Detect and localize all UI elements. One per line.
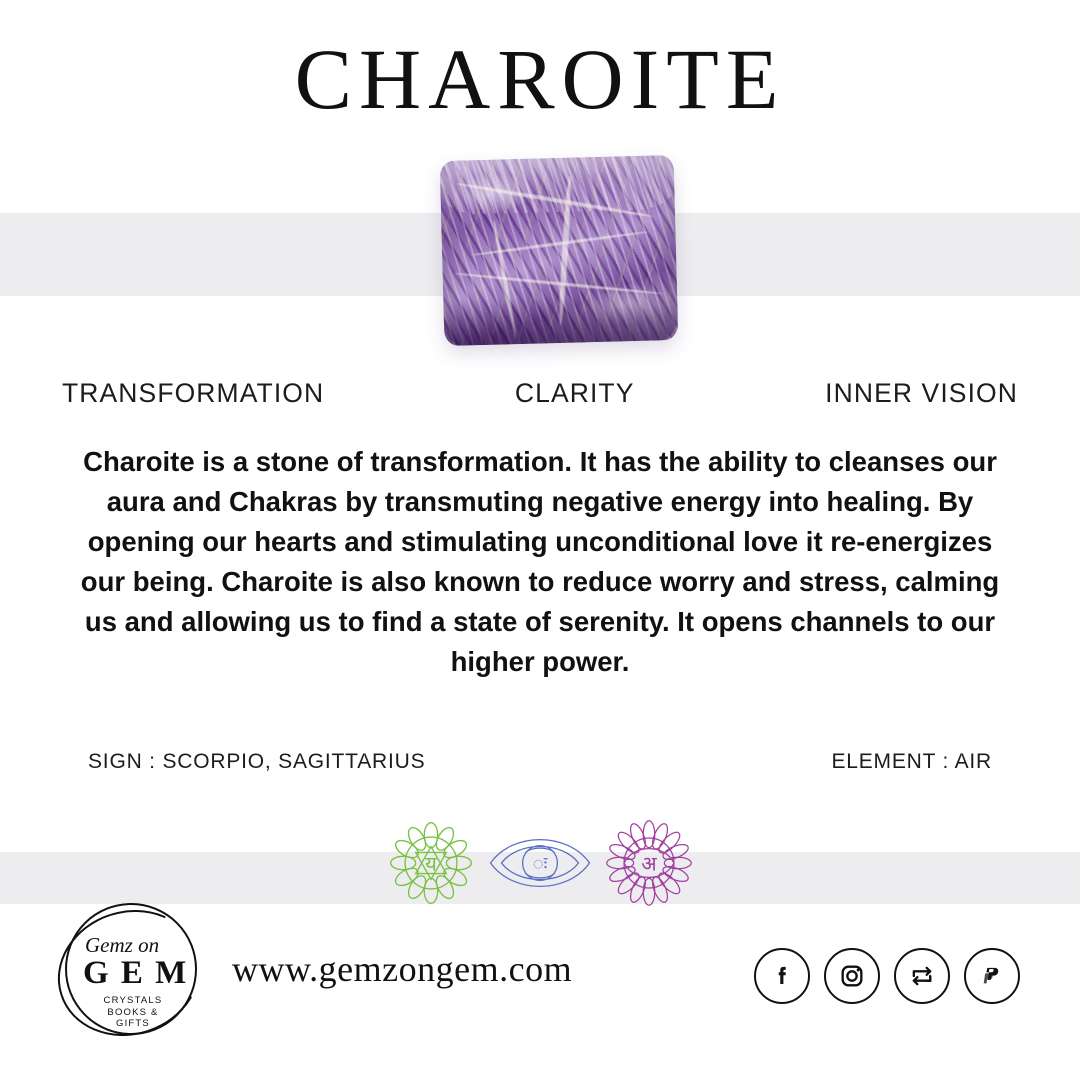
throat-chakra-icon — [485, 828, 595, 898]
share-icon[interactable] — [894, 948, 950, 1004]
element-label: ELEMENT : AIR — [831, 750, 992, 773]
charoite-stone-image — [440, 155, 679, 346]
gemz-on-gem-logo[interactable] — [55, 903, 205, 1033]
keyword-inner-vision: INNER VISION — [825, 378, 1018, 408]
svg-text:य: य — [425, 851, 437, 876]
stone-image-container — [0, 150, 1080, 355]
sign-label: SIGN : SCORPIO, SAGITTARIUS — [88, 750, 426, 773]
facebook-icon[interactable] — [754, 948, 810, 1004]
instagram-icon[interactable] — [824, 948, 880, 1004]
svg-text:अ: अ — [641, 851, 657, 876]
chakra-row — [0, 818, 1080, 908]
third-eye-chakra-icon — [601, 815, 697, 911]
logo-text-crystals: CRYSTALS — [103, 995, 163, 1006]
logo-text-books-gifts: BOOKS & GIFTS — [107, 1007, 159, 1029]
stone-vein — [453, 272, 662, 295]
keyword-transformation: TRANSFORMATION — [62, 378, 325, 408]
paypal-icon[interactable] — [964, 948, 1020, 1004]
keyword-row — [0, 378, 1080, 409]
svg-text:ः: ः — [532, 853, 548, 875]
logo-text-gem: G E M — [83, 955, 189, 991]
keyword-clarity: CLARITY — [514, 378, 635, 408]
website-url[interactable]: www.gemzongem.com — [232, 949, 573, 989]
meta-row — [0, 750, 1080, 774]
page-title: CHAROITE — [294, 31, 786, 127]
description-text: Charoite is a stone of transformation. It has the ability to cleanses our aura and Chakras by transmuting negative energy into healing. By opening our hearts and stimulating unconditional love it re-energizes our being. Charoite is also known to reduce worry and stress, calming us and allowing us to find a state of serenity. It opens channels to our higher power. — [80, 446, 1000, 677]
social-links — [754, 948, 1020, 1004]
heart-chakra-icon — [383, 815, 479, 911]
logo-text-gemz: Gemz on — [85, 933, 160, 957]
footer — [0, 900, 1080, 1080]
stone-shadow — [443, 294, 678, 346]
